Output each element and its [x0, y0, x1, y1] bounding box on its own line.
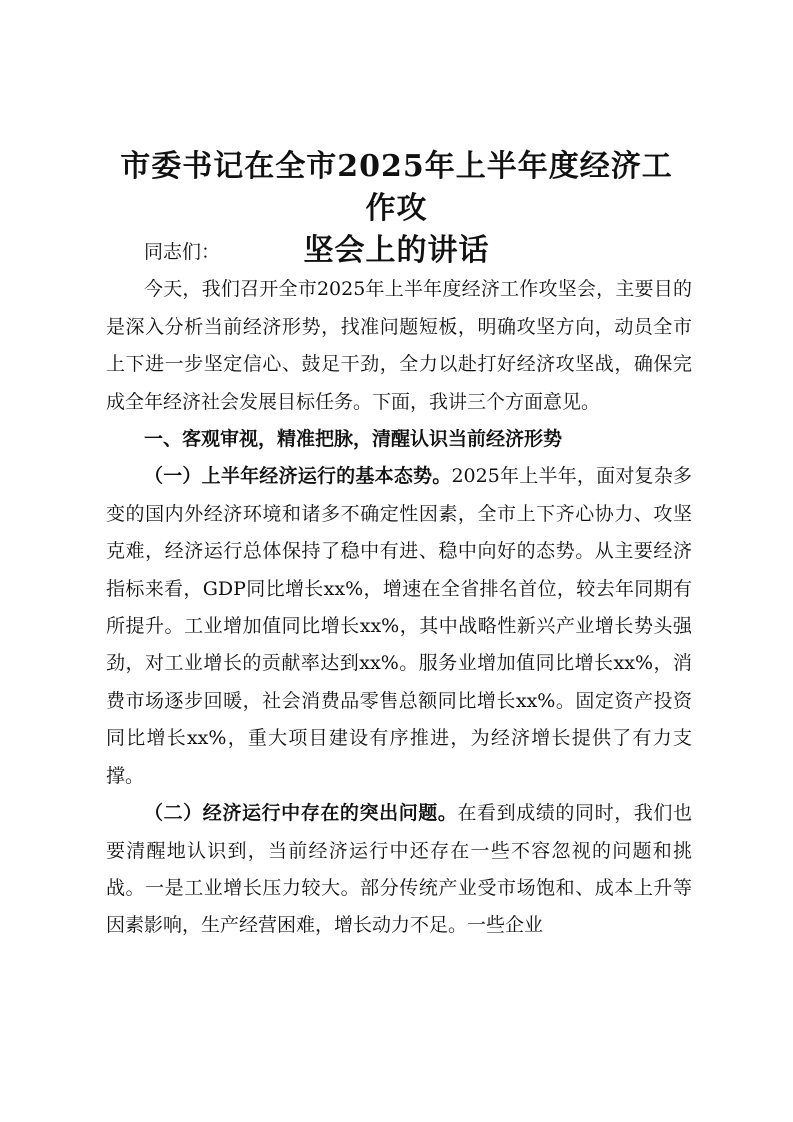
- document-body: [106, 234, 692, 945]
- subsection-1-text: 2025年上半年，面对复杂多变的国内外经济环境和诸多不确定性因素，全市上下齐心协力、攻坚克难，经济运行总体保持了稳中有进、稳中向好的态势。从主要经济指标来看，GDP同比增长xx%，增速在全省排名首位，较去年同期有所提升。工业增加值同比增长xx%，其中战略性新兴产业增长势头强劲，对工业增长的贡献率达到xx%。服务业增加值同比增长xx%，消费市场逐步回暖，社会消费品零售总额同比增长xx%。固定资产投资同比增长xx%，重大项目建设有序推进，为经济增长提供了有力支撑。: [106, 465, 692, 787]
- subsection-2-lead: （二）经济运行中存在的突出问题。: [144, 802, 458, 825]
- title-line-1: 市委书记在全市2025年上半年度经济工作攻: [120, 149, 673, 226]
- subsection-1-paragraph: [106, 458, 692, 795]
- intro-paragraph: 今天，我们召开全市2025年上半年度经济工作攻坚会，主要目的是深入分析当前经济形势，找准问题短板，明确攻坚方向，动员全市上下进一步坚定信心、鼓足干劲，全力以赴打好经济攻坚战，确保完成全年经济社会发展目标任务。下面，我讲三个方面意见。: [106, 278, 692, 413]
- title-line-2: 坚会上的讲话: [303, 233, 490, 268]
- salutation: 同志们：: [144, 241, 221, 263]
- subsection-2-text: 在看到成绩的同时，我们也要清醒地认识到，当前经济运行中还存在一些不容忽视的问题和挑战。一是工业增长压力较大。部分传统产业受市场饱和、成本上升等因素影响，生产经营困难，增长动力不足。一些企业: [106, 802, 692, 937]
- section-1-heading: 一、客观审视，精准把脉，清醒认识当前经济形势: [144, 428, 563, 451]
- subsection-2-paragraph: [106, 795, 692, 945]
- subsection-1-lead: （一）上半年经济运行的基本态势。: [144, 465, 452, 488]
